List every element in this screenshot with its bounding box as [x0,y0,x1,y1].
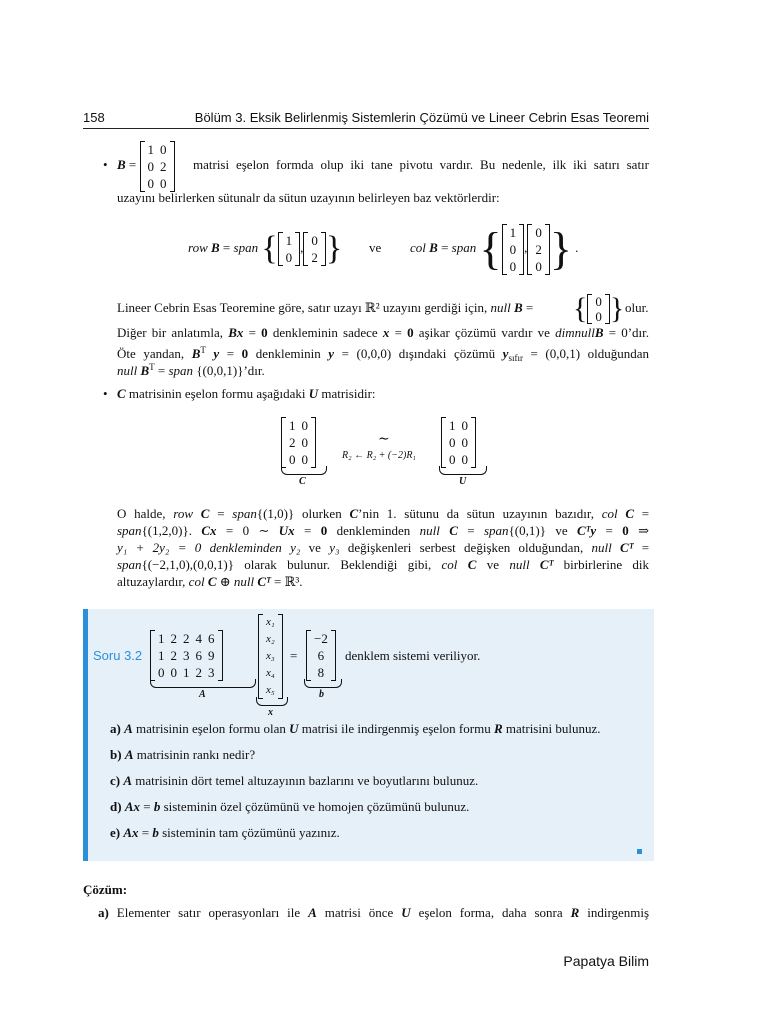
b-line2: uzayını belirlerken sütunalr da sütun uzayının belirleyen baz vektörlerdir: [117,190,500,205]
b-vector: −2 6 8 [306,630,336,681]
question-item-a: a) A matrisinin eşelon formu olan U matrisi ile indirgenmiş eşelon formu R matrisini bulunuz. [110,721,601,736]
equals-sign: = [290,648,298,663]
question-label: Soru 3.2 [93,648,143,663]
row-b-span: row B = span { 1 0 , 0 2 } [188,230,343,268]
c-para4: span{(−2,1,0),(0,0,1)} olarak bulunur. Beklendiği gibi, col C ve null Cᵀ birbirlerine dik [117,557,650,572]
a-matrix: 1 2 2 4 6 1 2 3 6 9 0 0 1 2 3 [150,630,223,681]
bullet-marker: • [103,157,108,172]
question-item-d: d) Ax = b sisteminin özel çözümünü ve homojen çözümünü bulunuz. [110,799,470,814]
tilde: ∼ [378,432,390,447]
b-underbrace [304,679,342,688]
u-underbrace [439,466,487,475]
solution-title: Çözüm: [83,882,128,897]
b-line1: matrisi eşelon formda olup iki tane pivotu vardır. Bu nedenle, ilk iki satırı satır [193,157,649,172]
c-para3: y₁ + 2y₂ = 0 denkleminden y₂ ve y₃ değişkenleri serbest değişken olduğundan, null Cᵀ = [117,540,650,555]
page-header [83,110,649,129]
c-para1: O halde, row C = span{(1,0)} olurken C’nin 1. sütunu da sütun uzayının bazıdır, col C = [117,506,650,521]
chapter-title: Bölüm 3. Eksik Belirlenmiş Sistemlerin Çözümü ve Lineer Cebrin Esas Teoremi [194,110,649,125]
publisher: Papatya Bilim [563,953,649,969]
question-item-b: b) A matrisinin rankı nedir? [110,747,256,762]
u-matrix: 1 0 0 0 0 0 [441,417,476,468]
olur-text: olur. [625,300,649,315]
u-label: U [459,476,467,487]
col-b-span: col B = span { 1 0 0 , 0 2 0 } . [410,223,579,275]
page-number: 158 [83,110,105,125]
question-item-e: e) Ax = b sisteminin tam çözümünü yazınız. [110,825,340,840]
c-para5: altuzaylardır, col C ⊕ null Cᵀ = ℝ³. [117,574,303,589]
end-marker-icon [637,849,642,854]
a-label: A [199,689,206,700]
c-para2: span{(1,2,0)}. Cx = 0 ∼ Ux = 0 denkleminden null C = span{(0,1)} ve Cᵀy = 0 ⇒ [117,523,649,538]
a-underbrace [150,679,256,688]
b-label: b [319,689,324,700]
null-b-vector: { 0 0 } [573,292,625,326]
b-para4: null $B^T$ = span {(0,0,1)}’dır. [117,362,265,378]
row-operation: R₂ ← R₂ + (−2)R₁ [342,450,416,461]
question-tail: denklem sistemi veriliyor. [345,648,481,663]
b-matrix: 1 0 0 2 0 0 [140,141,175,192]
c-intro: C matrisinin eşelon formu aşağıdaki U matrisidir: [117,386,376,401]
c-matrix: 1 0 2 0 0 0 [281,417,316,468]
b-para1: Lineer Cebrin Esas Teoremine göre, satır uzayı ℝ² uzayını gerdiği için, null B = [117,300,534,315]
x-underbrace [256,697,288,706]
b-para3: Öte yandan, $B^T$ y = 0 denkleminin y = (0,0,0) dışındaki çözümü $y_{sıfır} = (0,0,1)$ olduğundan [117,345,650,363]
b-para2: Diğer bir anlatımla, Bx = 0 denkleminin sadece x = 0 aşikar çözümü vardır ve dimnullB = 0’dır. [117,325,650,340]
x-label: x [268,707,273,718]
c-label: C [299,476,306,487]
ve-text: ve [369,240,382,255]
solution-a: a) Elementer satır operasyonları ile A matrisi önce U eşelon forma, daha sonra R indirgenmiş [98,905,650,920]
x-vector: x₁ x₂ x₃ x₄ x₅ [258,614,283,699]
question-item-c: c) A matrisinin dört temel altuzayının bazlarını ve boyutlarını bulunuz. [110,773,479,788]
bullet-marker-c: • [103,386,108,401]
b-definition: B = 1 0 0 2 0 0 [117,139,175,192]
c-underbrace [281,466,327,475]
